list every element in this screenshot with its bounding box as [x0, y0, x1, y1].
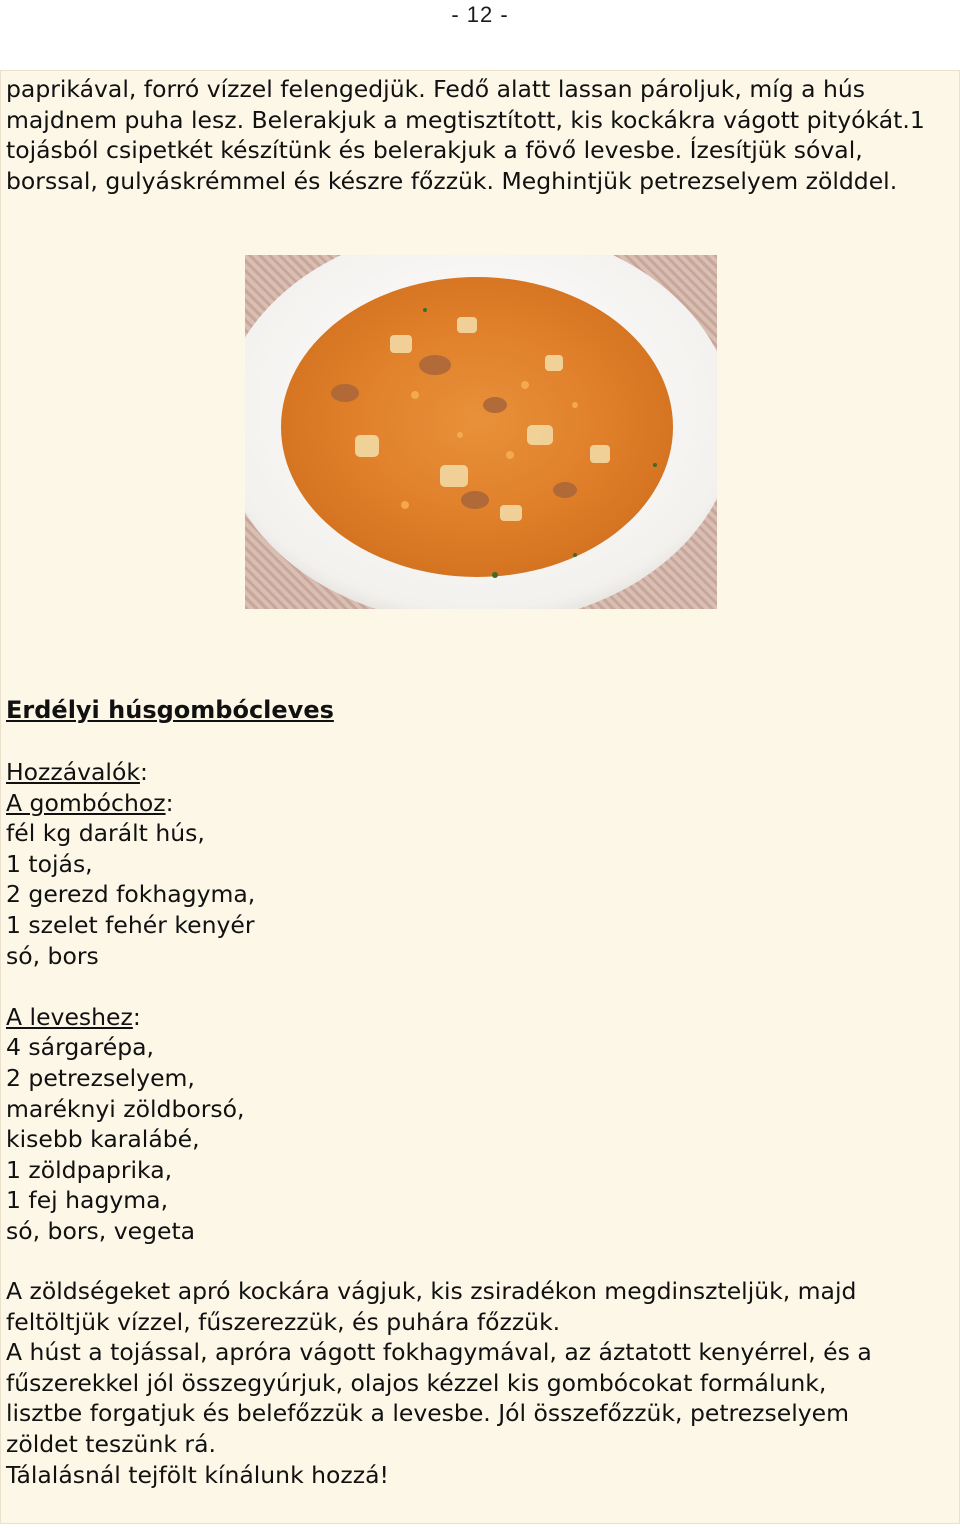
intro-paragraph: paprikával, forró vízzel felengedjük. Fedő alatt lassan pároljuk, míg a hús majdnem puha lesz. Belerakjuk a megtisztított, kis kockákra vágott pityókát.1 tojásból csipetkét készítünk és belerakjuk a fövő levesbe. Ízesítjük sóval, borssal, gulyáskrémmel és készre főzzük. Meghintjük petrezselyem zölddel. — [6, 75, 925, 195]
ingredients-heading: Hozzávalók: — [6, 758, 148, 786]
list-item: só, bors, vegeta — [6, 1216, 196, 1245]
dumpling-heading: A gombóchoz: — [6, 788, 174, 817]
method-line: Tálalásnál tejfölt kínálunk hozzá! — [6, 1460, 389, 1489]
page-number: - 12 - — [451, 2, 509, 27]
ingredients-list — [6, 757, 255, 1247]
recipe-page — [0, 70, 960, 1524]
method-line: fűszerekkel jól összegyúrjuk, olajos kézzel kis gombócokat formálunk, — [6, 1368, 827, 1397]
method-line: A zöldségeket apró kockára vágjuk, kis zsiradékon megdinszteljük, majd — [6, 1277, 857, 1305]
soup-photo — [245, 255, 717, 609]
list-item: só, bors — [6, 941, 99, 970]
dumpling-label: A gombóchoz — [6, 788, 166, 817]
method-line: zöldet teszünk rá. — [6, 1429, 216, 1458]
list-item: fél kg darált hús, — [6, 819, 205, 848]
list-item: maréknyi zöldborsó, — [6, 1094, 245, 1123]
recipe-title: Erdélyi húsgombócleves — [6, 696, 334, 724]
method-paragraph — [6, 1276, 956, 1490]
soup-label: A leveshez — [6, 1002, 133, 1031]
list-item: 2 petrezselyem, — [6, 1063, 195, 1092]
spacer — [6, 971, 255, 1002]
ingredients-label: Hozzávalók — [6, 758, 140, 786]
list-item: 4 sárgarépa, — [6, 1033, 155, 1062]
list-item: 2 gerezd fokhagyma, — [6, 880, 256, 909]
method-line: A húst a tojással, apróra vágott fokhagymával, az áztatott kenyérrel, és a — [6, 1338, 872, 1367]
list-item: kisebb karalábé, — [6, 1125, 200, 1154]
method-line: feltöltjük vízzel, fűszerezzük, és puhára főzzük. — [6, 1307, 561, 1336]
soup-heading: A leveshez: — [6, 1002, 141, 1031]
list-item: 1 szelet fehér kenyér — [6, 910, 255, 939]
list-item: 1 tojás, — [6, 849, 93, 878]
list-item: 1 zöldpaprika, — [6, 1155, 173, 1184]
method-line: lisztbe forgatjuk és belefőzzük a levesbe. Jól összefőzzük, petrezselyem — [6, 1399, 849, 1428]
list-item: 1 fej hagyma, — [6, 1186, 169, 1215]
